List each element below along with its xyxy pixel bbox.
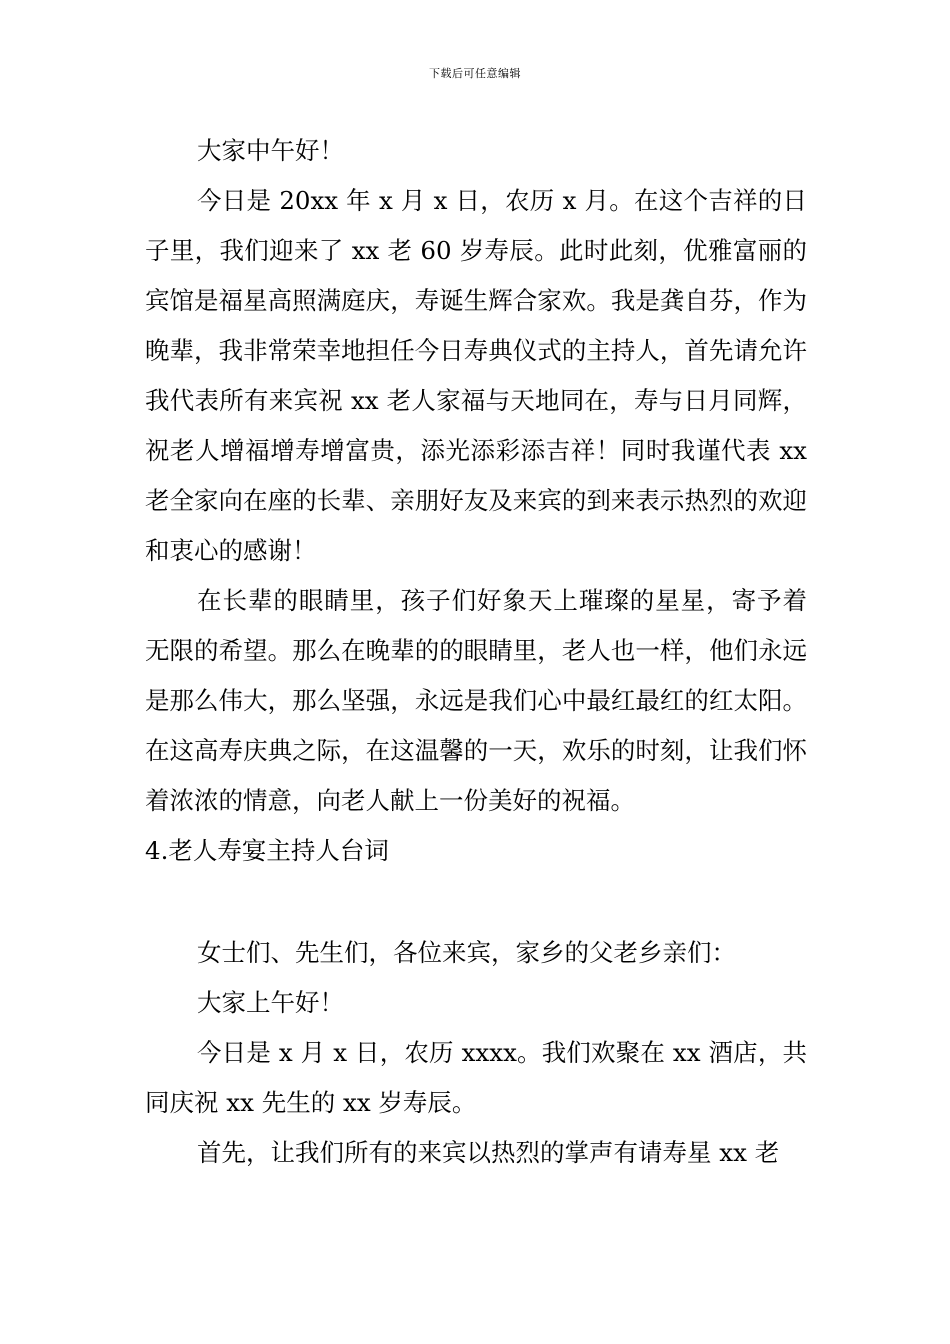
page-header-note: 下载后可任意编辑: [429, 67, 521, 80]
body-paragraph-applause: 首先，让我们所有的来宾以热烈的掌声有请寿星 xx 老: [197, 1138, 780, 1167]
greeting-paragraph-morning: 大家上午好！: [197, 988, 344, 1017]
body-paragraph-elders: 在长辈的眼睛里，孩子们好象天上璀璨的星星，寄予着无限的希望。那么在晚辈的的眼睛里，老人也一样，他们永远是那么伟大，那么坚强，永远是我们心中最红最红的红太阳。在这高寿庆典之际，在这温馨的一天，欢乐的时刻，让我们怀着浓浓的情意，向老人献上一份美好的祝福。: [145, 586, 807, 815]
body-paragraph-date: 今日是 x 月 x 日，农历 xxxx。我们欢聚在 xx 酒店，共同庆祝 xx 先生的 xx 岁寿辰。: [145, 1038, 807, 1117]
greeting-paragraph: 大家中午好！: [197, 136, 344, 165]
body-paragraph-intro: 今日是 20xx 年 x 月 x 日，农历 x 月。在这个吉祥的日子里，我们迎来了 xx 老 60 岁寿辰。此时此刻，优雅富丽的宾馆是福星高照满庭庆，寿诞生辉合家欢。我是龚自芬，作为晚辈，我非常荣幸地担任今日寿典仪式的主持人，首先请允许我代表所有来宾祝 xx 老人家福与天地同在，寿与日月同辉，祝老人增福增寿增富贵，添光添彩添吉祥！同时我谨代表 xx 老全家向在座的长辈、亲朋好友及来宾的到来表示热烈的欢迎和衷心的感谢！: [145, 186, 807, 565]
address-paragraph: 女士们、先生们，各位来宾，家乡的父老乡亲们：: [197, 938, 736, 967]
section-heading: 4.老人寿宴主持人台词: [145, 836, 389, 865]
document-body: [145, 126, 807, 1178]
